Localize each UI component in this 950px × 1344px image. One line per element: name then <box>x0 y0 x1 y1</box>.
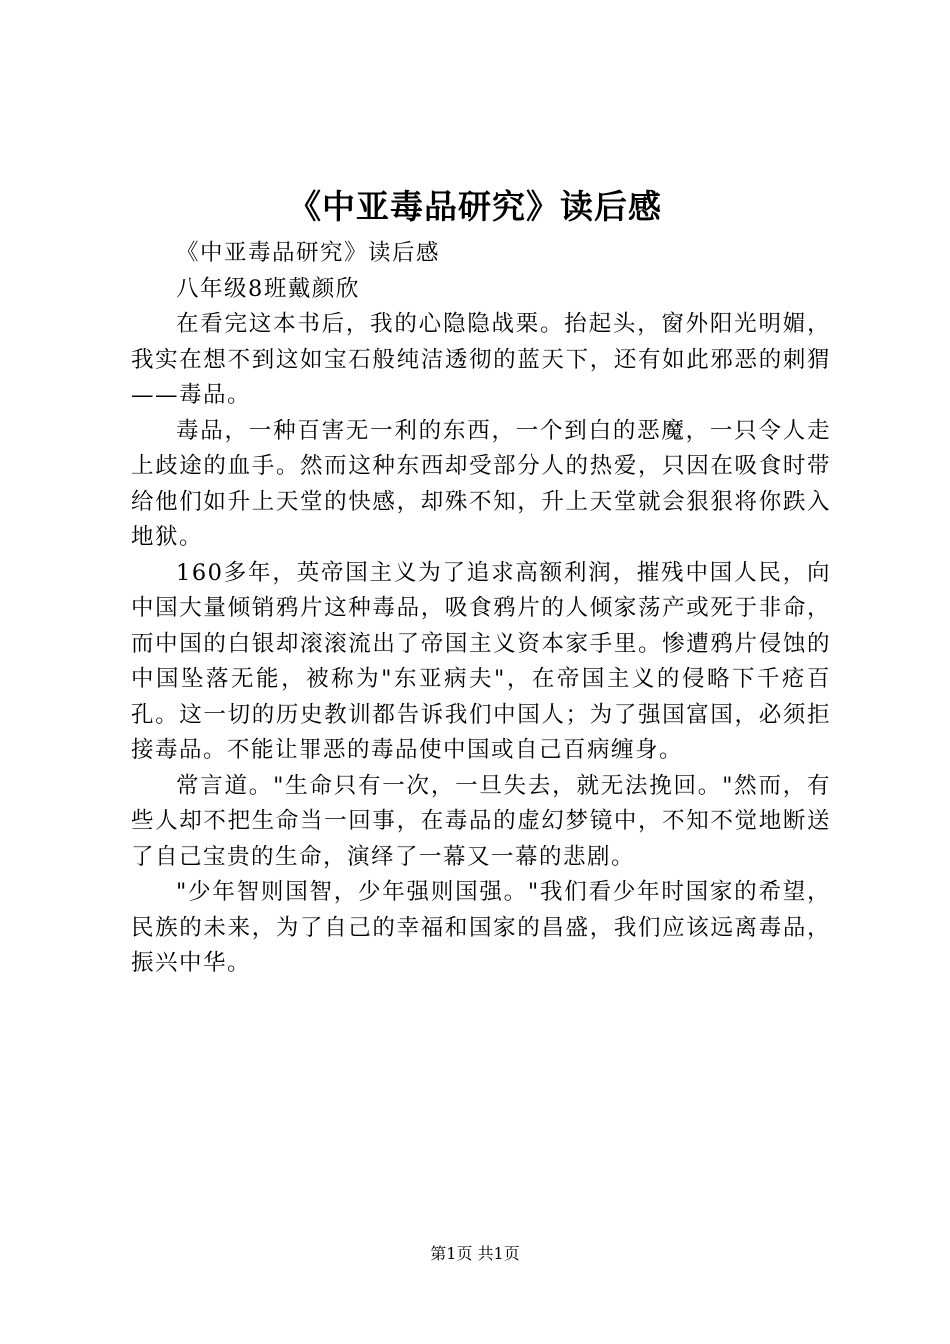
page-number-footer: 第1页 共1页 <box>430 1244 520 1263</box>
author-paragraph: 八年级8班戴颜欣 <box>176 275 360 302</box>
body-paragraph: "少年智则国智，少年强则国强。"我们看少年时国家的希望，民族的未来，为了自己的幸福和国家的昌盛，我们应该远离毒品，振兴中华。 <box>131 879 831 976</box>
document-body <box>131 236 831 982</box>
subtitle-paragraph: 《中亚毒品研究》读后感 <box>176 240 441 266</box>
body-paragraph: 在看完这本书后，我的心隐隐战栗。抬起头，窗外阳光明媚，我实在想不到这如宝石般纯洁透彻的蓝天下，还有如此邪恶的刺猬——毒品。 <box>131 311 831 408</box>
body-paragraph: 毒品，一种百害无一利的东西，一个到白的恶魔，一只令人走上歧途的血手。然而这种东西却受部分人的热爱，只因在吸食时带给他们如升上天堂的快感，却殊不知，升上天堂就会狠狠将你跌入地狱。 <box>131 417 831 550</box>
document-title: 《中亚毒品研究》读后感 <box>288 187 662 226</box>
body-paragraph: 160多年，英帝国主义为了追求高额利润，摧残中国人民，向中国大量倾销鸦片这种毒品，吸食鸦片的人倾家荡产或死于非命，而中国的白银却滚滚流出了帝国主义资本家手里。惨遭鸦片侵蚀的中国坠落无能，被称为"东亚病夫"，在帝国主义的侵略下千疮百孔。这一切的历史教训都告诉我们中国人；为了强国富国，必须拒接毒品。不能让罪恶的毒品使中国或自己百病缠身。 <box>131 559 831 763</box>
body-paragraph: 常言道。"生命只有一次，一旦失去，就无法挽回。"然而，有些人却不把生命当一回事，在毒品的虚幻梦镜中，不知不觉地断送了自己宝贵的生命，演绎了一幕又一幕的悲剧。 <box>131 772 831 870</box>
